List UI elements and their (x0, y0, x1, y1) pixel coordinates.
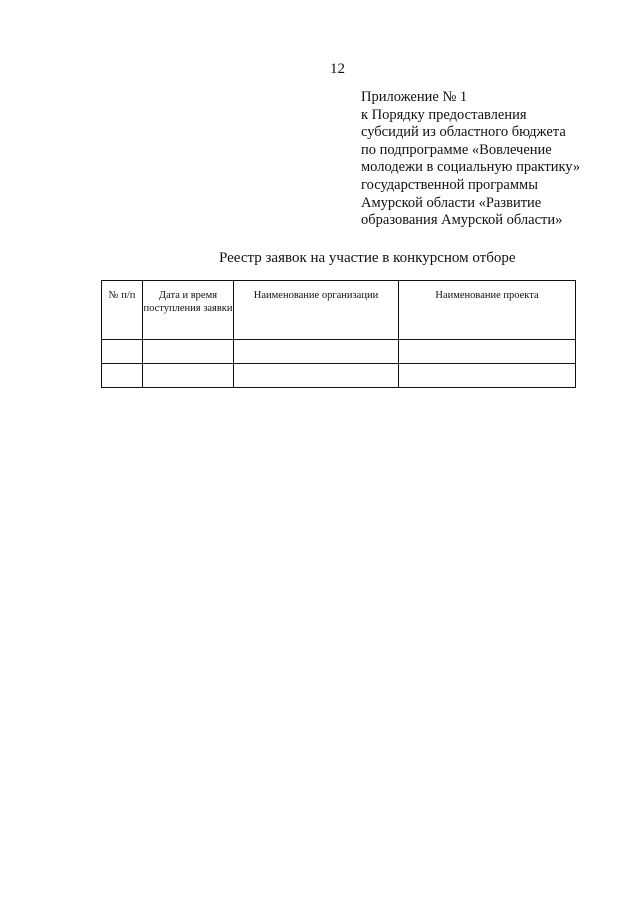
appendix-line: Приложение № 1 (361, 89, 468, 105)
appendix-line: Амурской области «Развитие (361, 194, 542, 211)
appendix-line: субсидий из областного бюджета (361, 124, 566, 141)
header-number: № п/п (102, 281, 143, 340)
appendix-line: молодежи в социальную практику» (361, 159, 581, 176)
table-header-row (102, 281, 576, 340)
table-cell (143, 364, 234, 388)
table-cell (234, 364, 399, 388)
header-project: Наименование проекта (399, 281, 576, 340)
table-cell (143, 340, 234, 364)
appendix-line: по подпрограмме «Вовлечение (361, 141, 552, 158)
appendix-line: к Порядку предоставления (361, 106, 527, 123)
appendix-line: образования Амурской области» (361, 212, 563, 229)
header-organization: Наименование организации (234, 281, 399, 340)
table-cell (234, 340, 399, 364)
table-cell (102, 364, 143, 388)
header-date-time: Дата и время поступления заявки (143, 281, 234, 340)
table-cell (102, 340, 143, 364)
appendix-note (361, 89, 580, 230)
table-cell (399, 340, 576, 364)
table-row (102, 364, 576, 388)
table-cell (399, 364, 576, 388)
appendix-line: государственной программы (361, 176, 538, 193)
page-number: 12 (330, 61, 345, 77)
document-title: Реестр заявок на участие в конкурсном отборе (219, 250, 516, 266)
registry-table (101, 280, 576, 388)
table-row (102, 340, 576, 364)
